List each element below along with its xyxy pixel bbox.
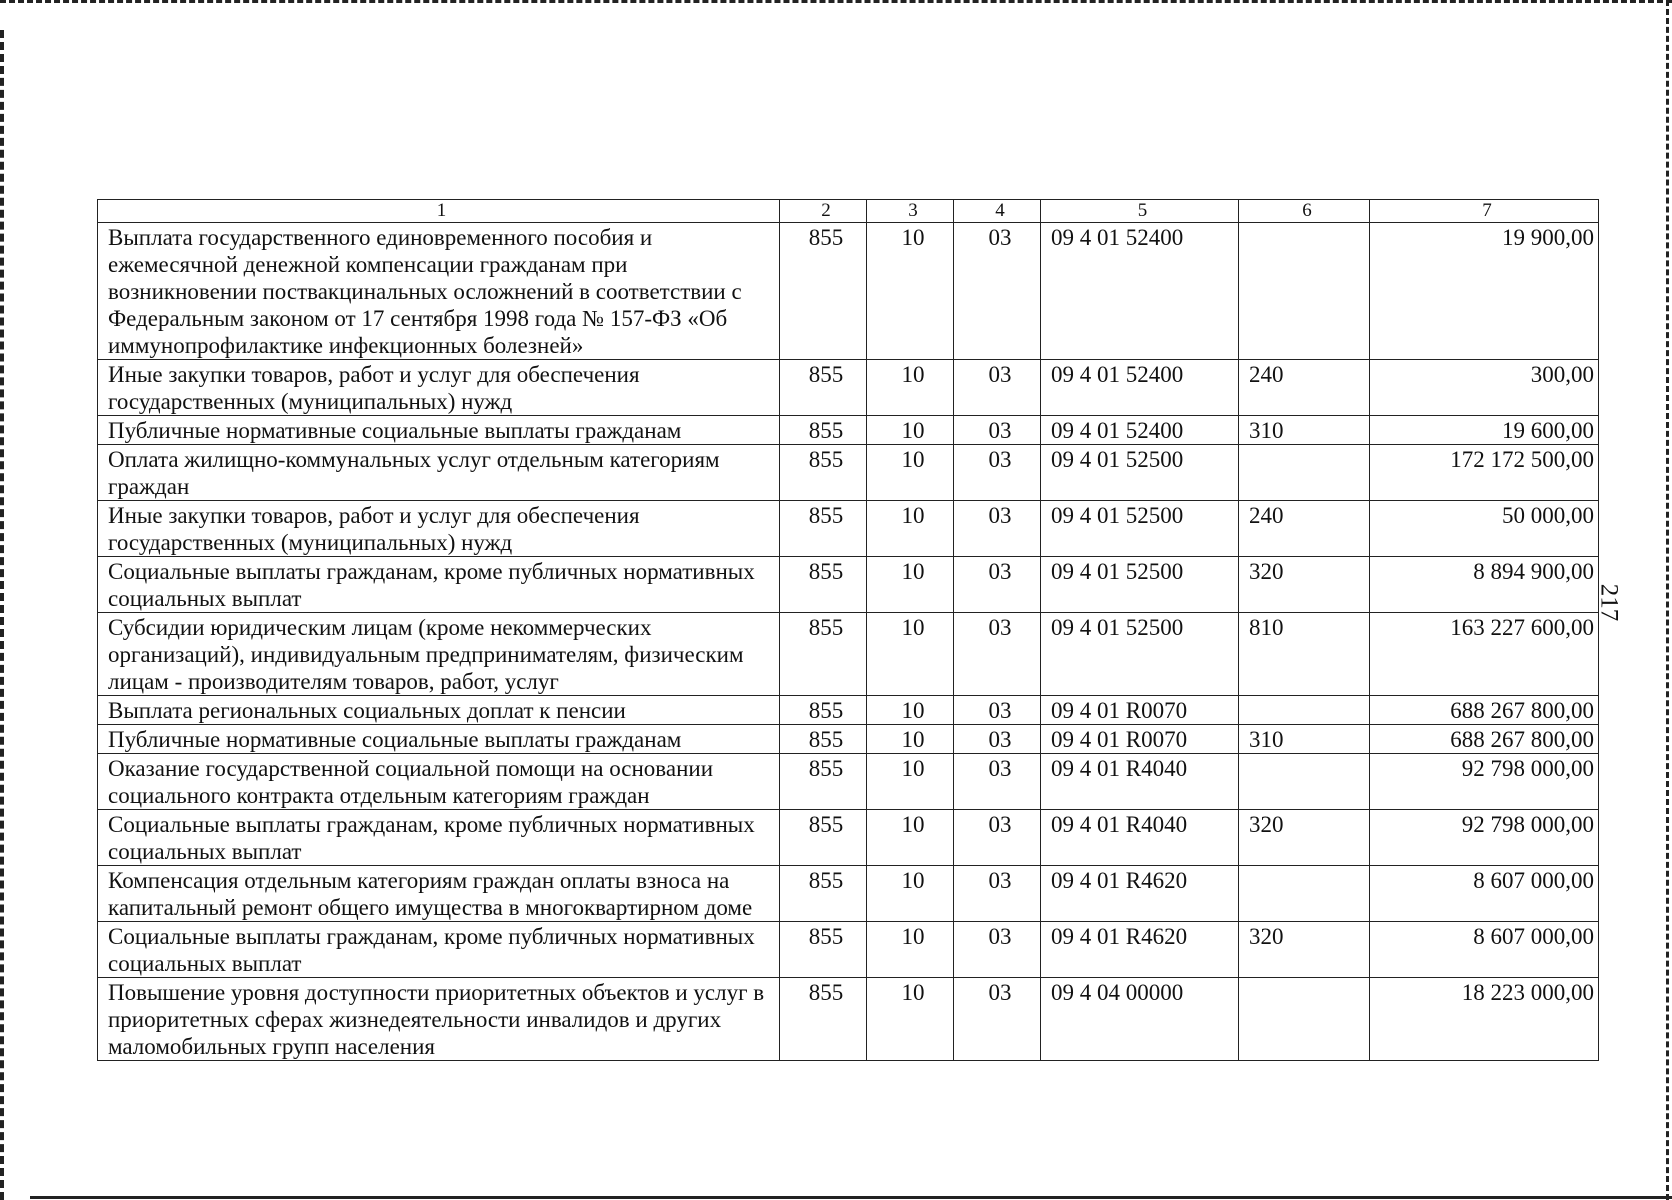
row-section-cell: 10: [867, 223, 954, 360]
row-target-article-cell: 09 4 04 00000: [1041, 978, 1239, 1061]
row-expense-type-cell: 310: [1239, 416, 1370, 445]
row-admin-code-cell: 855: [780, 725, 867, 754]
row-admin-code-cell: 855: [780, 696, 867, 725]
row-name-cell: Выплата региональных социальных доплат к пенсии: [98, 696, 780, 725]
row-target-article-cell: 09 4 01 52400: [1041, 360, 1239, 416]
row-name-cell: Повышение уровня доступности приоритетных объектов и услуг в приоритетных сферах жизнедеятельности инвалидов и других маломобильных групп населения: [98, 978, 780, 1061]
row-subsection-cell: 03: [954, 725, 1041, 754]
row-admin-code-cell: 855: [780, 613, 867, 696]
column-header-5: 5: [1041, 200, 1239, 223]
row-name-cell: Субсидии юридическим лицам (кроме некоммерческих организаций), индивидуальным предпринимателям, физическим лицам - производителям товаров, работ, услуг: [98, 613, 780, 696]
row-subsection-cell: 03: [954, 445, 1041, 501]
row-section-cell: 10: [867, 922, 954, 978]
row-amount-cell: 688 267 800,00: [1370, 696, 1599, 725]
row-amount-cell: 8 607 000,00: [1370, 866, 1599, 922]
table-row: [98, 501, 1599, 557]
row-section-cell: 10: [867, 754, 954, 810]
table-row: [98, 360, 1599, 416]
row-name-cell: Публичные нормативные социальные выплаты гражданам: [98, 416, 780, 445]
row-subsection-cell: 03: [954, 810, 1041, 866]
row-name-cell: Выплата государственного единовременного пособия и ежемесячной денежной компенсации гражданам при возникновении поствакцинальных осложнений в соответствии с Федеральным законом от 17 сентября 1998 года № 157-ФЗ «Об иммунопрофилактике инфекционных болезней»: [98, 223, 780, 360]
row-admin-code-cell: 855: [780, 445, 867, 501]
row-section-cell: 10: [867, 810, 954, 866]
table-header-row: [98, 200, 1599, 223]
row-name-cell: Социальные выплаты гражданам, кроме публичных нормативных социальных выплат: [98, 922, 780, 978]
row-section-cell: 10: [867, 866, 954, 922]
row-subsection-cell: 03: [954, 754, 1041, 810]
table-row: [98, 445, 1599, 501]
row-target-article-cell: 09 4 01 52400: [1041, 223, 1239, 360]
row-expense-type-cell: [1239, 754, 1370, 810]
row-expense-type-cell: 810: [1239, 613, 1370, 696]
row-admin-code-cell: 855: [780, 754, 867, 810]
row-section-cell: 10: [867, 725, 954, 754]
row-name-cell: Компенсация отдельным категориям граждан оплаты взноса на капитальный ремонт общего имущества в многоквартирном доме: [98, 866, 780, 922]
row-amount-cell: 19 900,00: [1370, 223, 1599, 360]
column-header-4: 4: [954, 200, 1041, 223]
row-expense-type-cell: 320: [1239, 810, 1370, 866]
row-amount-cell: 300,00: [1370, 360, 1599, 416]
row-admin-code-cell: 855: [780, 416, 867, 445]
table-row: [98, 725, 1599, 754]
row-expense-type-cell: 310: [1239, 725, 1370, 754]
row-expense-type-cell: [1239, 978, 1370, 1061]
row-name-cell: Оплата жилищно-коммунальных услуг отдельным категориям граждан: [98, 445, 780, 501]
page-number: 217: [1595, 583, 1623, 622]
table-row: [98, 754, 1599, 810]
row-subsection-cell: 03: [954, 922, 1041, 978]
column-header-7: 7: [1370, 200, 1599, 223]
budget-table: [97, 199, 1599, 1061]
row-admin-code-cell: 855: [780, 557, 867, 613]
row-name-cell: Иные закупки товаров, работ и услуг для обеспечения государственных (муниципальных) нужд: [98, 501, 780, 557]
row-section-cell: 10: [867, 501, 954, 557]
row-target-article-cell: 09 4 01 R4040: [1041, 754, 1239, 810]
row-expense-type-cell: 320: [1239, 557, 1370, 613]
row-name-cell: Публичные нормативные социальные выплаты гражданам: [98, 725, 780, 754]
row-admin-code-cell: 855: [780, 978, 867, 1061]
column-header-6: 6: [1239, 200, 1370, 223]
row-admin-code-cell: 855: [780, 501, 867, 557]
row-expense-type-cell: [1239, 696, 1370, 725]
row-expense-type-cell: [1239, 866, 1370, 922]
row-target-article-cell: 09 4 01 R0070: [1041, 696, 1239, 725]
row-expense-type-cell: 240: [1239, 501, 1370, 557]
scan-edge-left: [0, 30, 4, 1200]
row-expense-type-cell: 320: [1239, 922, 1370, 978]
row-amount-cell: 19 600,00: [1370, 416, 1599, 445]
row-subsection-cell: 03: [954, 360, 1041, 416]
row-section-cell: 10: [867, 978, 954, 1061]
table-row: [98, 223, 1599, 360]
row-amount-cell: 92 798 000,00: [1370, 810, 1599, 866]
row-target-article-cell: 09 4 01 52400: [1041, 416, 1239, 445]
column-header-3: 3: [867, 200, 954, 223]
row-target-article-cell: 09 4 01 R4620: [1041, 866, 1239, 922]
row-admin-code-cell: 855: [780, 360, 867, 416]
row-subsection-cell: 03: [954, 613, 1041, 696]
row-amount-cell: 92 798 000,00: [1370, 754, 1599, 810]
column-header-2: 2: [780, 200, 867, 223]
row-target-article-cell: 09 4 01 R4040: [1041, 810, 1239, 866]
scan-edge-top: [0, 0, 1672, 3]
row-name-cell: Социальные выплаты гражданам, кроме публичных нормативных социальных выплат: [98, 557, 780, 613]
row-admin-code-cell: 855: [780, 810, 867, 866]
row-section-cell: 10: [867, 416, 954, 445]
row-amount-cell: 18 223 000,00: [1370, 978, 1599, 1061]
table-body: [98, 223, 1599, 1061]
table-row: [98, 696, 1599, 725]
row-section-cell: 10: [867, 360, 954, 416]
row-section-cell: 10: [867, 696, 954, 725]
table-row: [98, 922, 1599, 978]
row-expense-type-cell: 240: [1239, 360, 1370, 416]
row-name-cell: Оказание государственной социальной помощи на основании социального контракта отдельным категориям граждан: [98, 754, 780, 810]
row-name-cell: Социальные выплаты гражданам, кроме публичных нормативных социальных выплат: [98, 810, 780, 866]
row-amount-cell: 8 607 000,00: [1370, 922, 1599, 978]
row-subsection-cell: 03: [954, 866, 1041, 922]
row-subsection-cell: 03: [954, 557, 1041, 613]
row-amount-cell: 163 227 600,00: [1370, 613, 1599, 696]
row-target-article-cell: 09 4 01 R0070: [1041, 725, 1239, 754]
table-row: [98, 557, 1599, 613]
row-subsection-cell: 03: [954, 978, 1041, 1061]
row-expense-type-cell: [1239, 223, 1370, 360]
table-row: [98, 810, 1599, 866]
row-subsection-cell: 03: [954, 416, 1041, 445]
row-section-cell: 10: [867, 445, 954, 501]
row-amount-cell: 8 894 900,00: [1370, 557, 1599, 613]
row-expense-type-cell: [1239, 445, 1370, 501]
table-row: [98, 866, 1599, 922]
table-row: [98, 978, 1599, 1061]
row-target-article-cell: 09 4 01 R4620: [1041, 922, 1239, 978]
row-target-article-cell: 09 4 01 52500: [1041, 613, 1239, 696]
row-subsection-cell: 03: [954, 501, 1041, 557]
row-target-article-cell: 09 4 01 52500: [1041, 557, 1239, 613]
row-subsection-cell: 03: [954, 696, 1041, 725]
row-admin-code-cell: 855: [780, 866, 867, 922]
row-admin-code-cell: 855: [780, 922, 867, 978]
row-section-cell: 10: [867, 557, 954, 613]
row-target-article-cell: 09 4 01 52500: [1041, 501, 1239, 557]
row-name-cell: Иные закупки товаров, работ и услуг для обеспечения государственных (муниципальных) нужд: [98, 360, 780, 416]
column-header-1: 1: [98, 200, 780, 223]
row-amount-cell: 172 172 500,00: [1370, 445, 1599, 501]
scan-edge-bottom: [30, 1196, 1672, 1199]
table-row: [98, 613, 1599, 696]
row-admin-code-cell: 855: [780, 223, 867, 360]
row-section-cell: 10: [867, 613, 954, 696]
table-row: [98, 416, 1599, 445]
row-subsection-cell: 03: [954, 223, 1041, 360]
scan-edge-right: [1666, 0, 1669, 1200]
row-target-article-cell: 09 4 01 52500: [1041, 445, 1239, 501]
row-amount-cell: 50 000,00: [1370, 501, 1599, 557]
row-amount-cell: 688 267 800,00: [1370, 725, 1599, 754]
